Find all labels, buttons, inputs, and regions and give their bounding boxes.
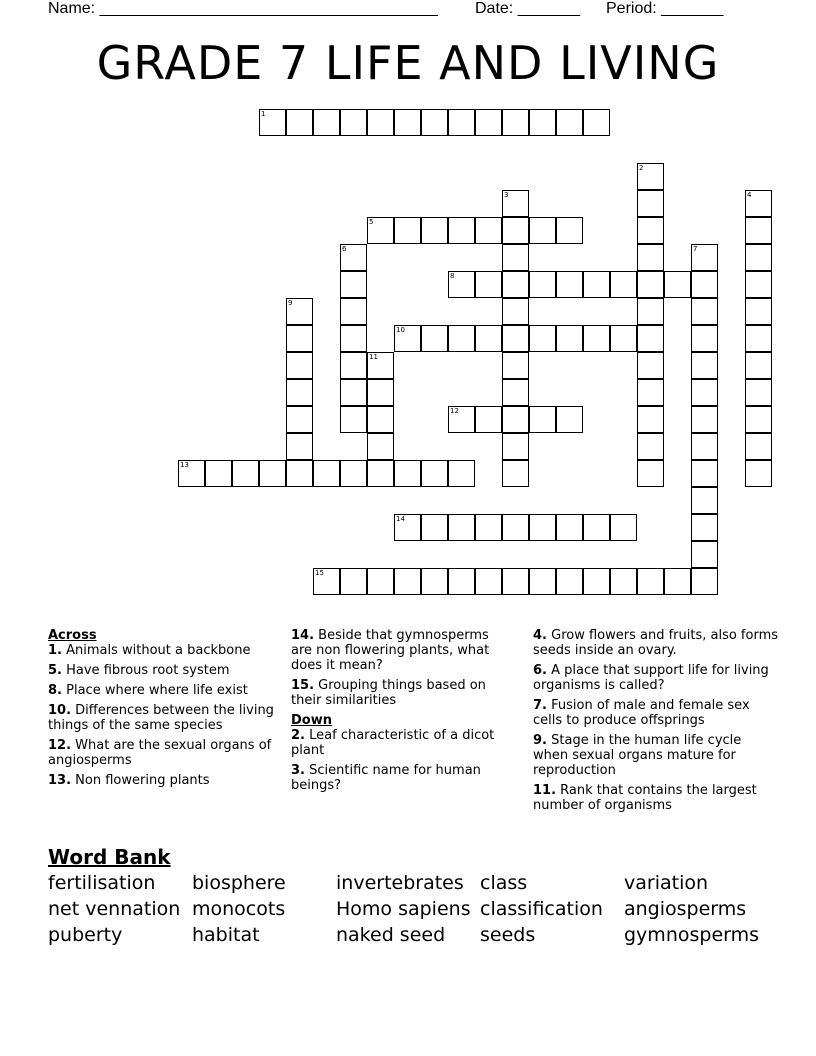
word-bank-item: gymnosperms <box>624 924 760 946</box>
clue-across-5: 5. Have fibrous root system <box>48 663 230 678</box>
cell-number: 6 <box>342 245 347 253</box>
crossword-cell[interactable] <box>745 325 772 352</box>
crossword-cell[interactable] <box>448 325 475 352</box>
crossword-cell[interactable] <box>475 217 502 244</box>
crossword-cell[interactable] <box>529 217 556 244</box>
crossword-cell[interactable] <box>394 109 421 136</box>
crossword-cell[interactable] <box>340 271 367 298</box>
crossword-cell[interactable] <box>556 271 583 298</box>
crossword-cell[interactable] <box>637 568 664 595</box>
cell-number: 5 <box>369 218 374 226</box>
crossword-cell[interactable] <box>583 325 610 352</box>
word-bank-item: monocots <box>192 898 286 920</box>
crossword-cell[interactable] <box>421 514 448 541</box>
word-bank-item: invertebrates <box>336 872 464 894</box>
crossword-cell[interactable] <box>745 460 772 487</box>
clue-across-13: 13. Non flowering plants <box>48 773 210 788</box>
cell-number: 13 <box>180 461 189 469</box>
crossword-cell[interactable] <box>610 325 637 352</box>
crossword-cell[interactable] <box>367 379 394 406</box>
crossword-cell[interactable] <box>340 109 367 136</box>
word-bank-item: class <box>480 872 528 894</box>
crossword-cell[interactable] <box>286 433 313 460</box>
crossword-cell[interactable] <box>637 271 664 298</box>
crossword-cell[interactable] <box>502 244 529 271</box>
word-bank-item: biosphere <box>192 872 286 894</box>
crossword-cell[interactable] <box>502 325 529 352</box>
crossword-cell[interactable] <box>637 298 664 325</box>
cell-number: 10 <box>396 326 405 334</box>
crossword-cell[interactable] <box>637 325 664 352</box>
word-bank-item: puberty <box>48 924 123 946</box>
crossword-cell[interactable] <box>745 271 772 298</box>
crossword-cell[interactable] <box>313 460 340 487</box>
clue-across-1: 1. Animals without a backbone <box>48 643 251 658</box>
crossword-cell[interactable] <box>448 460 475 487</box>
crossword-cell[interactable] <box>637 460 664 487</box>
word-bank-item: angiosperms <box>624 898 747 920</box>
crossword-cell[interactable] <box>286 379 313 406</box>
crossword-cell[interactable] <box>205 460 232 487</box>
crossword-cell[interactable] <box>529 514 556 541</box>
crossword-cell[interactable] <box>691 352 718 379</box>
word-bank-item: seeds <box>480 924 536 946</box>
clue-across-10: 10. Differences between the living things of the same species <box>48 703 274 733</box>
word-bank-heading: Word Bank <box>48 845 171 869</box>
word-bank-item: fertilisation <box>48 872 156 894</box>
crossword-cell[interactable] <box>421 217 448 244</box>
crossword-cell[interactable] <box>340 298 367 325</box>
crossword-cell[interactable] <box>394 217 421 244</box>
crossword-cell[interactable] <box>475 325 502 352</box>
clue-down-9: 9. Stage in the human life cycle when sexual organs mature for reproduction <box>533 733 742 778</box>
crossword-cell[interactable] <box>745 244 772 271</box>
crossword-cell[interactable] <box>664 271 691 298</box>
crossword-cell[interactable] <box>745 406 772 433</box>
cell-number: 2 <box>639 164 644 172</box>
crossword-cell[interactable] <box>556 109 583 136</box>
cell-number: 3 <box>504 191 509 199</box>
cell-number: 15 <box>315 569 324 577</box>
crossword-cell[interactable] <box>529 568 556 595</box>
crossword-cell[interactable] <box>421 109 448 136</box>
crossword-cell[interactable] <box>286 406 313 433</box>
crossword-cell[interactable] <box>556 514 583 541</box>
crossword-cell[interactable] <box>448 514 475 541</box>
clues-column-1 <box>48 628 280 793</box>
crossword-cell[interactable] <box>394 460 421 487</box>
crossword-cell[interactable] <box>691 271 718 298</box>
date-field[interactable]: Date: _______ <box>475 0 580 17</box>
crossword-cell[interactable] <box>367 460 394 487</box>
clue-down-2: 2. Leaf characteristic of a dicot plant <box>291 728 495 758</box>
crossword-cell[interactable] <box>502 352 529 379</box>
crossword-cell[interactable] <box>475 568 502 595</box>
word-bank-item: Homo sapiens <box>336 898 471 920</box>
clue-across-12: 12. What are the sexual organs of angiosperms <box>48 738 272 768</box>
crossword-cell[interactable] <box>502 406 529 433</box>
cell-number: 7 <box>693 245 698 253</box>
crossword-cell[interactable] <box>691 460 718 487</box>
cell-number: 11 <box>369 353 378 361</box>
crossword-cell[interactable] <box>664 568 691 595</box>
crossword-cell[interactable] <box>556 325 583 352</box>
crossword-cell[interactable] <box>583 514 610 541</box>
crossword-cell[interactable] <box>583 568 610 595</box>
crossword-cell[interactable] <box>340 325 367 352</box>
cell-number: 12 <box>450 407 459 415</box>
crossword-cell[interactable] <box>691 298 718 325</box>
crossword-cell[interactable] <box>286 352 313 379</box>
crossword-cell[interactable] <box>286 109 313 136</box>
crossword-cell[interactable] <box>475 109 502 136</box>
crossword-cell[interactable] <box>637 217 664 244</box>
crossword-cell[interactable] <box>610 271 637 298</box>
crossword-cell[interactable] <box>502 379 529 406</box>
crossword-cell[interactable] <box>745 217 772 244</box>
crossword-cell[interactable] <box>745 433 772 460</box>
crossword-cell[interactable] <box>340 406 367 433</box>
clue-down-4: 4. Grow flowers and fruits, also forms seeds inside an ovary. <box>533 628 779 658</box>
period-field[interactable]: Period: _______ <box>606 0 724 17</box>
crossword-cell[interactable] <box>367 433 394 460</box>
crossword-cell[interactable] <box>475 271 502 298</box>
crossword-cell[interactable] <box>340 379 367 406</box>
crossword-cell[interactable] <box>529 109 556 136</box>
word-bank-item: classification <box>480 898 603 920</box>
crossword-cell[interactable] <box>556 217 583 244</box>
crossword-cell[interactable] <box>502 298 529 325</box>
crossword-cell[interactable] <box>421 325 448 352</box>
crossword-cell[interactable] <box>502 109 529 136</box>
clue-across-14: 14. Beside that gymnosperms are non flowering plants, what does it mean? <box>291 628 490 673</box>
crossword-cell[interactable] <box>421 568 448 595</box>
crossword-cell[interactable] <box>691 568 718 595</box>
crossword-cell[interactable] <box>583 109 610 136</box>
crossword-cell[interactable] <box>610 568 637 595</box>
crossword-cell[interactable] <box>637 352 664 379</box>
crossword-cell[interactable] <box>556 406 583 433</box>
across-heading: Across <box>48 628 97 643</box>
crossword-cell[interactable] <box>583 271 610 298</box>
crossword-cell[interactable] <box>637 433 664 460</box>
crossword-cell[interactable] <box>691 514 718 541</box>
crossword-cell[interactable] <box>529 271 556 298</box>
crossword-cell[interactable] <box>448 217 475 244</box>
clues-column-2 <box>291 628 513 798</box>
crossword-cell[interactable] <box>340 460 367 487</box>
crossword-cell[interactable] <box>502 514 529 541</box>
crossword-cell[interactable] <box>745 352 772 379</box>
clue-across-8: 8. Place where where life exist <box>48 683 248 698</box>
crossword-cell[interactable] <box>286 325 313 352</box>
crossword-cell[interactable] <box>691 433 718 460</box>
crossword-cell[interactable] <box>529 325 556 352</box>
clues-column-3 <box>533 628 778 818</box>
crossword-cell[interactable] <box>394 568 421 595</box>
word-bank <box>48 872 788 946</box>
clue-across-15: 15. Grouping things based on their similarities <box>291 678 486 708</box>
crossword-cell[interactable] <box>637 190 664 217</box>
clue-down-3: 3. Scientific name for human beings? <box>291 763 481 793</box>
page-title: GRADE 7 LIFE AND LIVING <box>96 36 720 90</box>
crossword-cell[interactable] <box>637 244 664 271</box>
crossword-cell[interactable] <box>448 109 475 136</box>
cell-number: 9 <box>288 299 293 307</box>
word-bank-item: naked seed <box>336 924 446 946</box>
crossword-cell[interactable] <box>259 460 286 487</box>
down-heading: Down <box>291 713 332 728</box>
word-bank-item: net vennation <box>48 898 181 920</box>
cell-number: 8 <box>450 272 455 280</box>
crossword-cell[interactable] <box>448 568 475 595</box>
crossword-cell[interactable] <box>691 541 718 568</box>
crossword-cell[interactable] <box>691 325 718 352</box>
crossword-cell[interactable] <box>556 568 583 595</box>
word-bank-item: variation <box>624 872 709 894</box>
crossword-cell[interactable] <box>502 568 529 595</box>
name-field[interactable]: Name: ______________________________________ <box>48 0 438 17</box>
crossword-cell[interactable] <box>745 298 772 325</box>
crossword-cell[interactable] <box>367 109 394 136</box>
crossword-cell[interactable] <box>286 460 313 487</box>
crossword-cell[interactable] <box>502 433 529 460</box>
crossword-cell[interactable] <box>691 487 718 514</box>
crossword-cell[interactable] <box>637 379 664 406</box>
crossword-cell[interactable] <box>421 460 448 487</box>
crossword-cell[interactable] <box>232 460 259 487</box>
crossword-cell[interactable] <box>313 109 340 136</box>
crossword-cell[interactable] <box>367 406 394 433</box>
crossword-cell[interactable] <box>502 460 529 487</box>
crossword-cell[interactable] <box>691 379 718 406</box>
cell-number: 1 <box>261 110 266 118</box>
cell-number: 4 <box>747 191 752 199</box>
crossword-cell[interactable] <box>367 568 394 595</box>
crossword-cell[interactable] <box>502 271 529 298</box>
crossword-cell[interactable] <box>340 352 367 379</box>
clue-down-11: 11. Rank that contains the largest number of organisms <box>533 783 757 813</box>
cell-number: 14 <box>396 515 405 523</box>
crossword-cell[interactable] <box>610 514 637 541</box>
crossword-cell[interactable] <box>340 568 367 595</box>
crossword-cell[interactable] <box>691 406 718 433</box>
crossword-cell[interactable] <box>475 406 502 433</box>
crossword-cell[interactable] <box>529 406 556 433</box>
crossword-cell[interactable] <box>745 379 772 406</box>
crossword-cell[interactable] <box>637 406 664 433</box>
crossword-cell[interactable] <box>475 514 502 541</box>
word-bank-item: habitat <box>192 924 260 946</box>
crossword-cell[interactable] <box>502 217 529 244</box>
clue-down-7: 7. Fusion of male and female sex cells to produce offsprings <box>533 698 750 728</box>
clue-down-6: 6. A place that support life for living organisms is called? <box>533 663 769 693</box>
